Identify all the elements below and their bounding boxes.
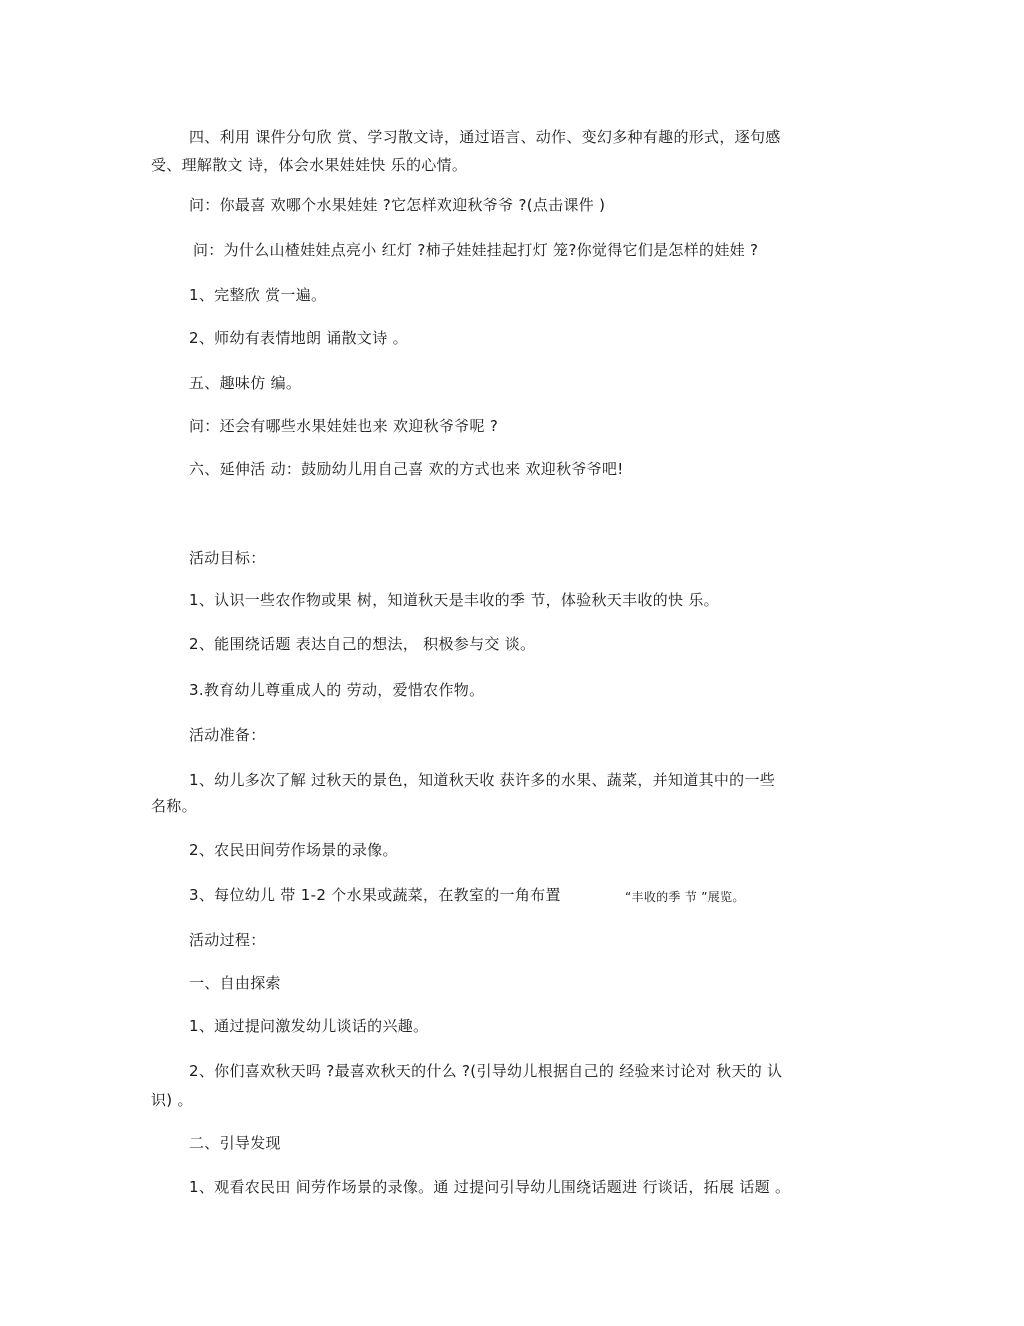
section-heading: 活动准备： <box>189 726 266 744</box>
paragraph-line: 四、利用 课件分句欣 赏、学习散文诗，通过语言、动作、变幻多种有趣的形式，逐句感 <box>189 128 781 146</box>
paragraph-line: 1、幼儿多次了解 过秋天的景色，知道秋天收 获许多的水果、蔬菜，并知道其中的一些 <box>189 771 776 789</box>
paragraph-line: 1、完整欣 赏一遍。 <box>189 286 327 304</box>
paragraph-line: 2、你们喜欢秋天吗 ?最喜欢秋天的什么 ?(引导幼儿根据自己的 经验来讨论对 秋天的 认 <box>189 1062 783 1080</box>
paragraph-line: 名称。 <box>151 797 197 815</box>
section-heading: 一、自由探索 <box>189 974 281 992</box>
section-heading: 活动目标： <box>189 549 266 567</box>
paragraph-line: 2、农民田间劳作场景的录像。 <box>189 841 398 859</box>
paragraph-line: 问：还会有哪些水果娃娃也来 欢迎秋爷爷呢 ? <box>189 417 499 435</box>
paragraph-line: 问：你最喜 欢哪个水果娃娃 ?它怎样欢迎秋爷爷 ?(点击课件 ) <box>189 196 606 214</box>
paragraph-line: 3.教育幼儿尊重成人的 劳动，爱惜农作物。 <box>189 681 485 699</box>
paragraph-line: 问：为什么山楂娃娃点亮小 红灯 ?柿子娃娃挂起打灯 笼?你觉得它们是怎样的娃娃 ? <box>193 241 759 259</box>
exhibit-title: “丰收的季 节 ”展览。 <box>625 890 745 904</box>
section-heading: 五、趣味仿 编。 <box>189 374 302 392</box>
paragraph-line: 2、师幼有表情地朗 诵散文诗 。 <box>189 329 408 347</box>
paragraph-line: 六、延伸活 动：鼓励幼儿用自己喜 欢的方式也来 欢迎秋爷爷吧! <box>189 460 624 478</box>
paragraph-line: 2、能围绕话题 表达自己的想法， 积极参与交 谈。 <box>189 635 536 653</box>
paragraph-line: 3、每位幼儿 带 1-2 个水果或蔬菜，在教室的一角布置 <box>189 886 561 904</box>
paragraph-line: 1、通过提问激发幼儿谈话的兴趣。 <box>189 1017 429 1035</box>
paragraph-line: 受、理解散文 诗，体会水果娃娃快 乐的心情。 <box>151 156 468 174</box>
paragraph-line: 1、认识一些农作物或果 树，知道秋天是丰收的季 节，体验秋天丰收的快 乐。 <box>189 591 719 609</box>
section-heading: 二、引导发现 <box>189 1134 281 1152</box>
paragraph-line: 1、观看农民田 间劳作场景的录像。通 过提问引导幼儿围绕话题进 行谈话，拓展 话题 。 <box>189 1178 791 1196</box>
paragraph-line: 识) 。 <box>151 1091 193 1109</box>
section-heading: 活动过程： <box>189 931 266 949</box>
